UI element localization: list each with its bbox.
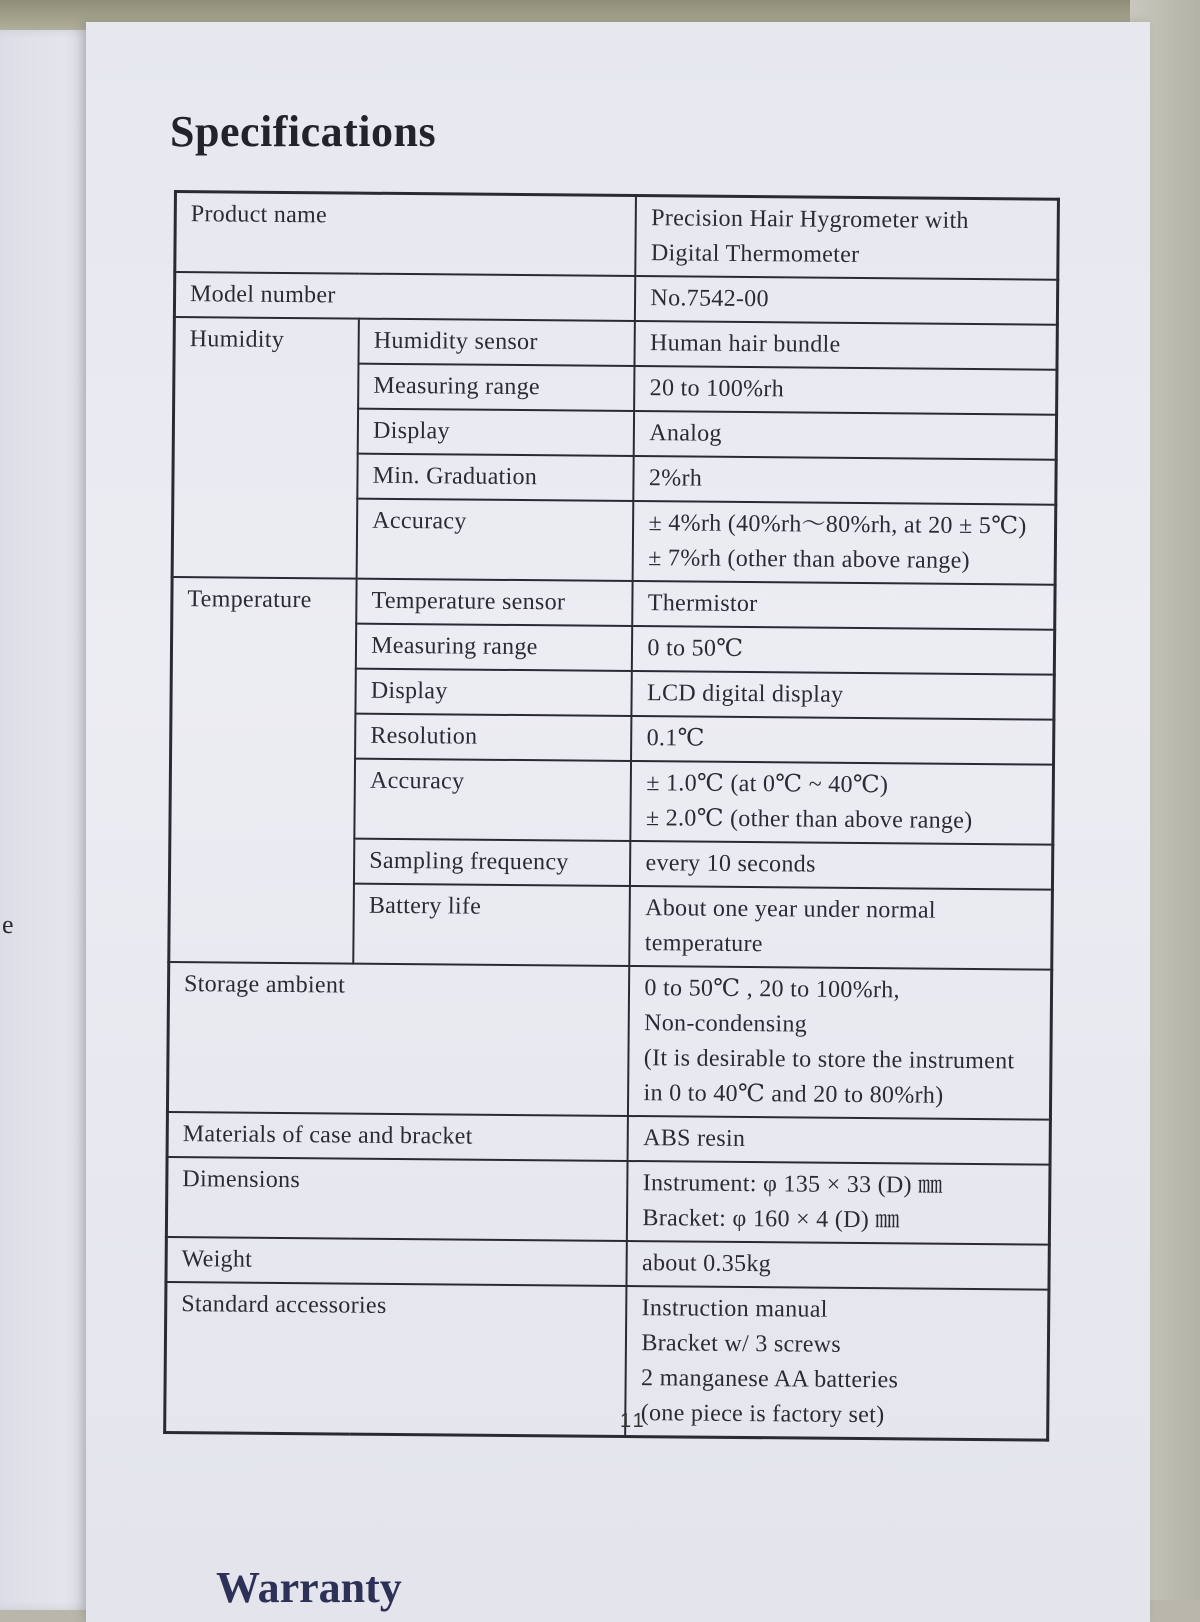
value-line: (It is desirable to store the instrument [643,1045,1015,1075]
row-value: Human hair bundle [635,321,1057,370]
row-label: Weight [166,1237,627,1286]
value-line: (one piece is factory set) [640,1400,885,1429]
value-line: Precision Hair Hygrometer with [651,205,969,234]
row-value [627,1161,1050,1245]
table-row [165,1282,1049,1440]
value-line: ± 7%rh (other than above range) [648,545,971,574]
next-section-heading: Warranty [216,1563,402,1612]
row-value: ABS resin [628,1116,1050,1165]
group-label-temperature: Temperature [169,577,357,964]
row-label: Temperature sensor [356,579,633,626]
group-label-humidity: Humidity [172,317,359,579]
row-value [628,966,1051,1120]
row-label: Battery life [353,884,630,966]
row-label: Storage ambient [167,962,629,1116]
table-row [167,962,1051,1120]
row-value [630,886,1053,970]
row-label: Humidity sensor [359,319,636,366]
row-label: Min. Graduation [357,454,634,501]
left-page-text-fragment: e [2,910,14,939]
row-value: Thermistor [633,581,1055,630]
row-value: Analog [634,411,1056,460]
row-value [631,761,1054,845]
table-row [175,192,1059,280]
row-label: Standard accessories [165,1282,627,1437]
row-value: 20 to 100%rh [635,366,1057,415]
value-line: Bracket w/ 3 screws [641,1330,842,1358]
row-value: LCD digital display [632,671,1054,720]
page-title: Specifications [170,107,437,156]
value-line: Digital Thermometer [650,240,860,268]
row-value: No.7542-00 [635,276,1057,325]
value-line: 0 to 50℃ , 20 to 100%rh, [644,975,900,1004]
left-page [0,30,92,1610]
value-line: ± 1.0℃ (at 0℃ ~ 40℃) [646,770,889,799]
row-label: Dimensions [166,1157,628,1241]
value-line: 2 manganese AA batteries [640,1365,899,1394]
value-line: Bracket: φ 160 × 4 (D) ㎜ [642,1205,900,1234]
value-line: ± 4%rh (40%rh～80%rh, at 20 ± 5℃) [648,510,1027,540]
row-value: 0 to 50℃ [632,626,1054,675]
value-line: Non-condensing [644,1010,808,1038]
value-line: temperature [644,930,763,958]
row-value: about 0.35kg [627,1241,1049,1290]
value-line: Instrument: φ 135 × 33 (D) ㎜ [642,1170,943,1199]
row-label: Model number [174,272,635,321]
row-label: Accuracy [355,759,632,841]
row-label: Measuring range [358,364,635,411]
row-value: every 10 seconds [630,841,1052,890]
row-label: Materials of case and bracket [167,1112,628,1161]
row-value [626,1286,1049,1440]
specifications-page [86,22,1150,1622]
table-row [174,317,1057,370]
row-value [633,501,1056,585]
row-value: 2%rh [634,456,1056,505]
table-row [174,272,1057,325]
row-value: 0.1℃ [631,716,1053,765]
row-label: Sampling frequency [354,839,631,886]
row-label: Product name [175,192,637,277]
table-row [167,1112,1050,1165]
specifications-table [163,190,1060,1442]
page-number: 11 [620,1410,647,1432]
row-label: Accuracy [357,499,634,581]
row-label: Measuring range [356,624,633,671]
value-line: Instruction manual [641,1295,828,1323]
value-line: About one year under normal [645,895,936,924]
row-label: Resolution [355,714,632,761]
row-label: Display [356,669,633,716]
table-row [166,1157,1050,1245]
table-row [166,1237,1049,1290]
row-value [636,196,1059,280]
value-line: ± 2.0℃ (other than above range) [645,805,973,834]
row-label: Display [358,409,635,456]
table-row [172,577,1055,630]
value-line: in 0 to 40℃ and 20 to 80%rh) [643,1080,944,1109]
